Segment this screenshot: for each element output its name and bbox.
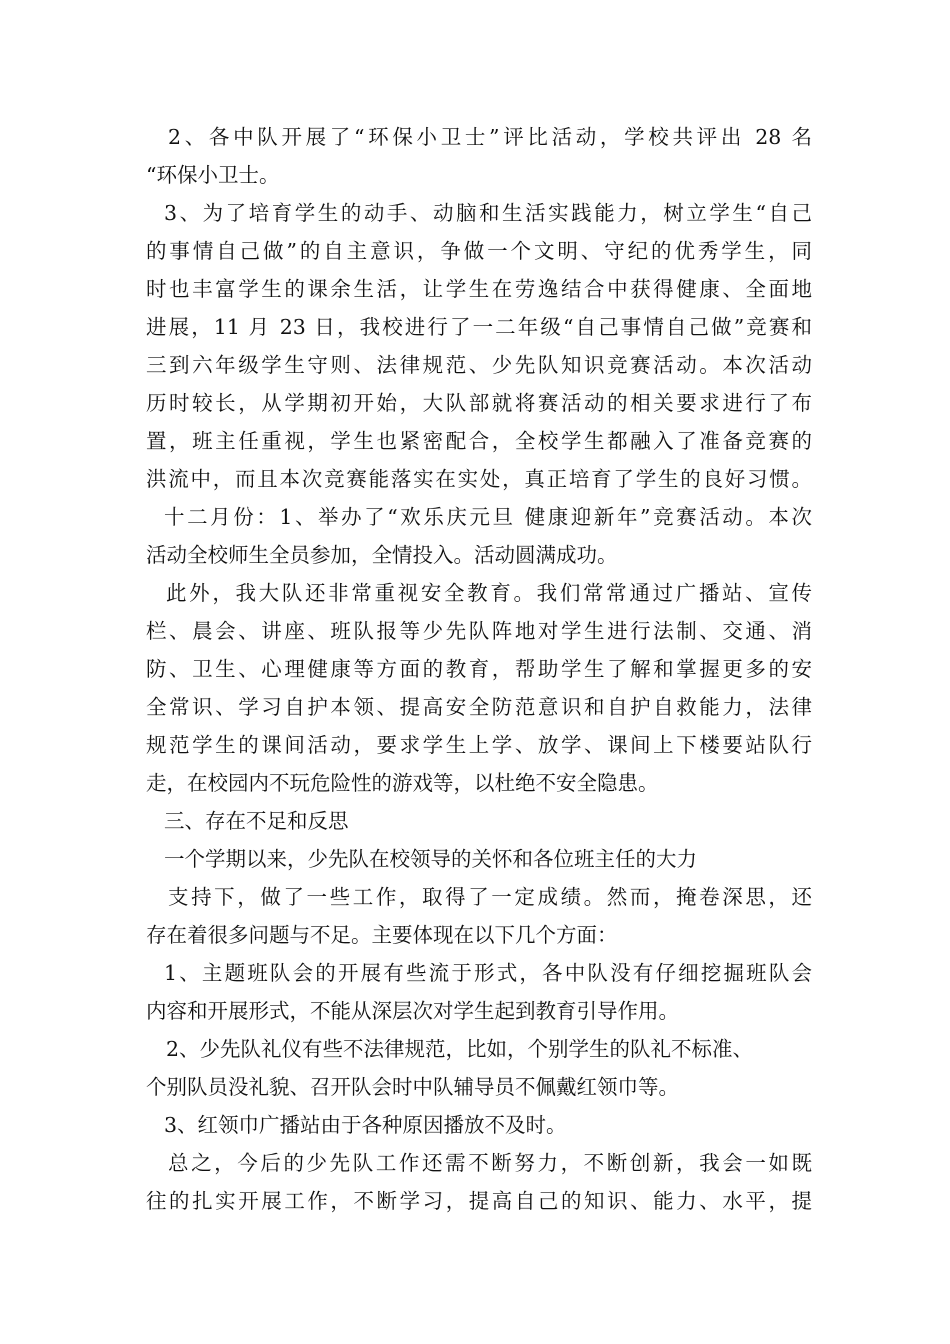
text-line: 进展，11 月 23 日，我校进行了一二年级“自己事情自己做”竞赛和 xyxy=(146,315,812,339)
text-line: 存在着很多问题与不足。主要体现在以下几个方面： xyxy=(146,923,618,947)
text-line: 3、为了培育学生的动手、动脑和生活实践能力，树立学生“自己 xyxy=(164,201,812,225)
text-line: 2、少先队礼仪有些不法律规范，比如，个别学生的队礼不标准、 xyxy=(166,1037,754,1061)
text-line: 总之，今后的少先队工作还需不断努力，不断创新，我会一如既 xyxy=(168,1151,812,1175)
section-heading: 三、存在不足和反思 xyxy=(164,809,349,833)
text-line: 活动全校师生全员参加，全情投入。活动圆满成功。 xyxy=(146,543,618,567)
text-line: 三到六年级学生守则、法律规范、少先队知识竞赛活动。本次活动 xyxy=(146,353,812,377)
text-line: 的事情自己做”的自主意识，争做一个文明、守纪的优秀学生，同 xyxy=(146,239,812,263)
text-line: 十二月份：1、举办了“欢乐庆元旦 健康迎新年”竞赛活动。本次 xyxy=(164,505,812,529)
text-line: 防、卫生、心理健康等方面的教育，帮助学生了解和掌握更多的安 xyxy=(146,657,812,681)
text-line: 支持下，做了一些工作，取得了一定成绩。然而，掩卷深思，还 xyxy=(168,885,812,909)
text-line: 3、红领巾广播站由于各种原因播放不及时。 xyxy=(164,1113,567,1137)
text-line: 个别队员没礼貌、召开队会时中队辅导员不佩戴红领巾等。 xyxy=(146,1075,679,1099)
text-line: 2、各中队开展了“环保小卫士”评比活动，学校共评出 28 名 xyxy=(168,125,812,149)
text-line: 洪流中，而且本次竞赛能落实在实处，真正培育了学生的良好习惯。 xyxy=(146,467,812,491)
text-line: 此外，我大队还非常重视安全教育。我们常常通过广播站、宣传 xyxy=(166,581,812,605)
text-line: 走，在校园内不玩危险性的游戏等，以杜绝不安全隐患。 xyxy=(146,771,659,795)
text-line: 时也丰富学生的课余生活，让学生在劳逸结合中获得健康、全面地 xyxy=(146,277,812,301)
text-line: 规范学生的课间活动，要求学生上学、放学、课间上下楼要站队行 xyxy=(146,733,812,757)
text-line: 全常识、学习自护本领、提高安全防范意识和自护自救能力，法律 xyxy=(146,695,812,719)
text-line: 内容和开展形式，不能从深层次对学生起到教育引导作用。 xyxy=(146,999,679,1023)
text-line: 历时较长，从学期初开始，大队部就将赛活动的相关要求进行了布 xyxy=(146,391,812,415)
text-line: 往的扎实开展工作，不断学习，提高自己的知识、能力、水平，提 xyxy=(146,1189,812,1213)
text-line: 置，班主任重视，学生也紧密配合，全校学生都融入了准备竞赛的 xyxy=(146,429,812,453)
text-line: “环保小卫士。 xyxy=(146,163,280,187)
text-line: 一个学期以来，少先队在校领导的关怀和各位班主任的大力 xyxy=(164,847,697,871)
text-line: 栏、晨会、讲座、班队报等少先队阵地对学生进行法制、交通、消 xyxy=(146,619,812,643)
text-line: 1、主题班队会的开展有些流于形式，各中队没有仔细挖掘班队会 xyxy=(164,961,812,985)
